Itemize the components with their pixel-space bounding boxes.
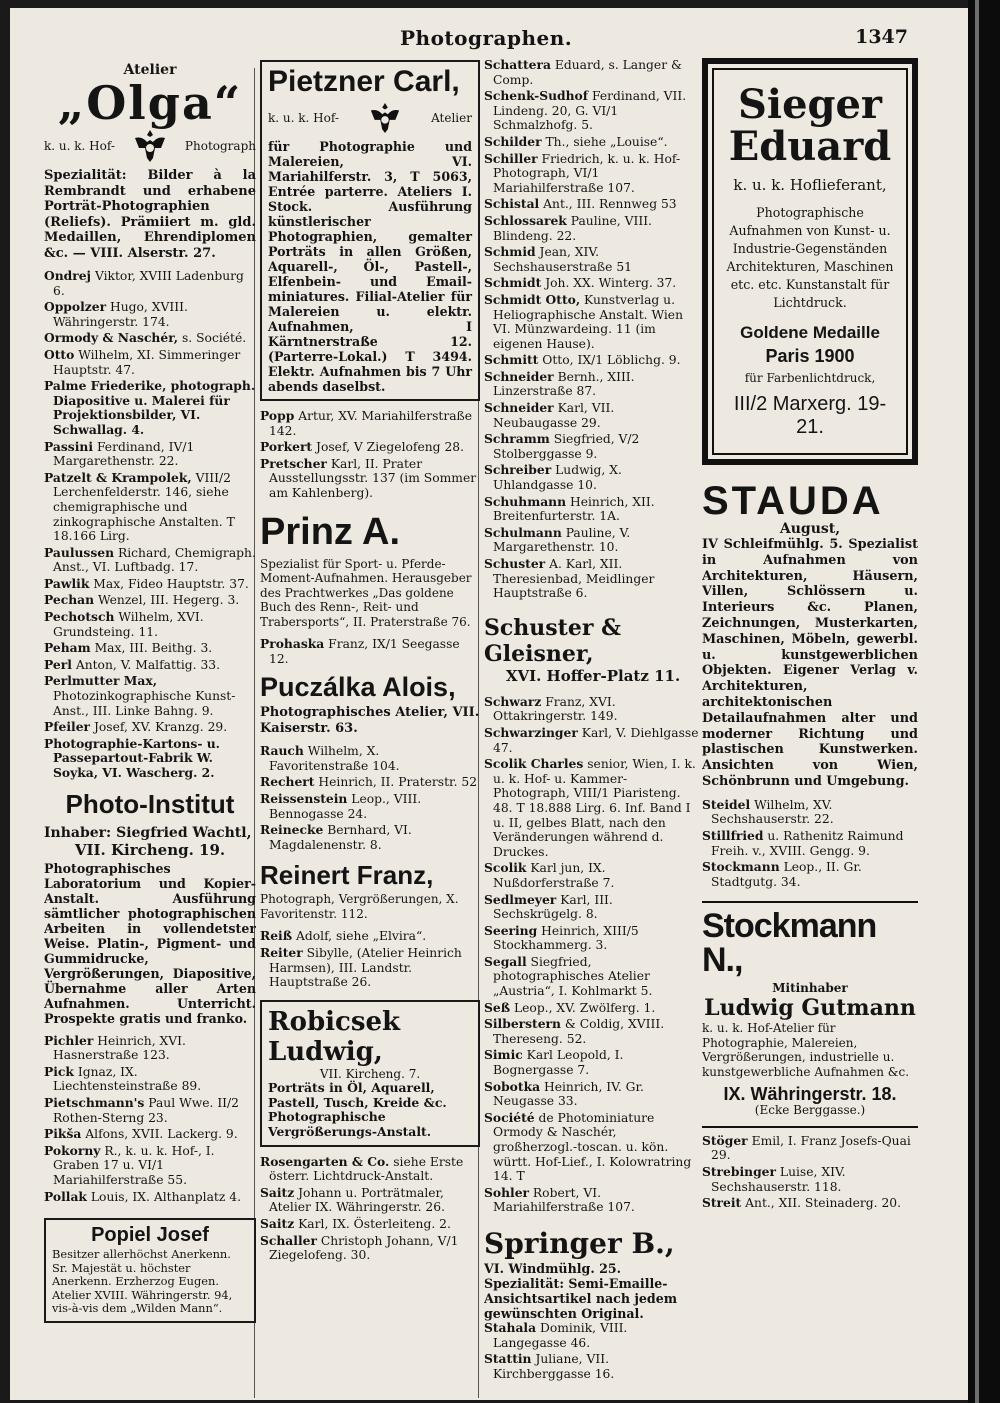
entry-details: Josef, XV. Kranzg. 29. (93, 720, 228, 735)
entry-name: Passini (44, 438, 94, 454)
entry-name: Peham (44, 640, 91, 656)
entry-details: Ferdinand, VII. Lindeng. 20, G. VI/1 Schmalzhofg. 5. (493, 89, 687, 133)
entry-name: Silberstern (484, 1016, 561, 1032)
ad-olga-atelier: Atelier (123, 62, 177, 78)
directory-entry (44, 379, 256, 437)
entry-details: Max, Fideo Hauptstr. 37. (93, 576, 249, 591)
entry-details: Otto, IX/1 Löblichg. 9. (542, 353, 681, 368)
entries-o-p (44, 269, 256, 781)
directory-entry (484, 1017, 702, 1046)
entry-name: Schmitt (484, 352, 539, 368)
entry-name: Stattin (484, 1351, 532, 1367)
entry-details: Joh. XX. Winterg. 37. (545, 276, 677, 291)
entry-details: A. Karl, XII. Theresienbad, Meidlinger Hauptstraße 6. (493, 557, 655, 601)
entry-name: Palme Friederike, photograph. Diapositive u. Malerei für Projektionsbilder, VI. Schwallag. 4. (44, 378, 256, 437)
entry-name: Schneider (484, 400, 554, 416)
directory-entry (44, 1096, 256, 1125)
ad-popiel-name: Popiel Josef (91, 1224, 209, 1247)
directory-entry (702, 1165, 918, 1194)
entry-name: Scolik Charles (484, 756, 584, 772)
entry-name: Simic (484, 1047, 523, 1063)
directory-entry (44, 440, 256, 469)
entry-name: Schiller (484, 150, 538, 166)
entry-name: Paulussen (44, 544, 115, 560)
entry-details: Pauline, V. Margarethenstr. 10. (493, 525, 631, 555)
ad-stockmann-name: Stockmann N., (702, 907, 877, 980)
entry-details: VIII/2 Lerchenfelderstr. 146, siehe chemigraphische und zinkographische Anstalten. T 18.166 Lirg. (53, 470, 235, 544)
directory-entry (44, 737, 256, 781)
entry-details: Christoph Johann, V/1 Ziegelofeng. 30. (269, 1233, 459, 1263)
entry-details: Pauline, VIII. Blindeng. 22. (493, 213, 652, 243)
ad-schuster-gleisner (484, 615, 702, 685)
ad-pietzner (260, 60, 480, 401)
entry-name: Société (484, 1109, 535, 1125)
running-header (10, 22, 968, 52)
entry-details: Adolf, siehe „Elvira“. (295, 929, 427, 944)
entry-details: Eduard, s. Langer & Comp. (493, 58, 682, 87)
entry-details: Karl, II. Prater Ausstellungsstr. 137 (im Sommer am Kahlenberg). (269, 456, 477, 500)
entry-name: Schattera (484, 58, 551, 72)
column-4 (702, 58, 918, 1398)
entry-details: Viktor, XVIII Ladenburg 6. (53, 269, 244, 298)
entry-name: Pick (44, 1063, 74, 1079)
ad-stockmann-partner: Ludwig Gutmann (704, 995, 916, 1022)
entry-details: Friedrich, k. u. k. Hof-Photograph, VI/1 Mariahilferstraße 107. (493, 151, 681, 195)
entry-name: Saitz (260, 1216, 295, 1232)
entry-name: Schmidt Otto, (484, 291, 581, 307)
entry-name: Sobotka (484, 1078, 541, 1094)
page-edge-line (975, 0, 979, 1403)
directory-entry (260, 1155, 480, 1184)
directory-entry (44, 1144, 256, 1188)
entry-name: Schilder (484, 133, 542, 149)
entry-name: Seß (484, 999, 511, 1015)
directory-entry (484, 214, 702, 243)
entry-details: s. Société. (181, 331, 247, 346)
ad-prinz-name: Prinz A. (260, 510, 401, 553)
entry-name: Pretscher (260, 455, 327, 471)
directory-entry (702, 1196, 918, 1211)
directory-entry (44, 674, 256, 718)
entry-details: Leop., II. Gr. Stadtgutg. 34. (711, 860, 862, 889)
ad-olga-body: Spezialität: Bilder à la Rembrandt und erhabene Porträt-Photographien (Reliefs). Prämiiert m. gld. Medaillen, Ehrendiplomen &c. — VIII. Alserstr. 27. (44, 168, 256, 261)
ad-stauda (702, 481, 918, 790)
entries-stahala-stattin (484, 1321, 702, 1381)
directory-entry (484, 1321, 702, 1350)
entry-details: Wilhelm, XV. Sechshauserstr. 22. (711, 797, 834, 827)
entries-stoeger-streit (702, 1126, 918, 1211)
entry-name: Schwarzinger (484, 724, 578, 740)
ad-pietzner-name: Pietzner Carl, (268, 65, 460, 98)
entry-name: Schenk-Sudhof (484, 88, 589, 104)
ad-sieger-title: k. u. k. Hoflieferant, (733, 176, 887, 194)
entry-name: Segall (484, 953, 527, 969)
ad-puczalka (260, 674, 480, 736)
ad-institut-owner: Inhaber: Siegfried Wachtl, (44, 824, 252, 841)
directory-entry (44, 1190, 256, 1205)
entry-details: Wenzel, III. Hegerg. 3. (98, 593, 240, 608)
ad-stauda-name: STAUDA (702, 479, 884, 523)
directory-entry (260, 457, 480, 501)
entries-schwarz-sohler (484, 695, 702, 1215)
directory-entry (484, 89, 702, 133)
ad-robicsek-address: VII. Kircheng. 7. (319, 1066, 421, 1081)
entry-name: Pechotsch (44, 609, 115, 625)
entries-popp-pretscher (260, 409, 480, 501)
directory-entry (484, 924, 702, 953)
ad-prinz (260, 510, 480, 630)
directory-entry (44, 348, 256, 377)
directory-entry (484, 432, 702, 461)
entry-details: Photozinkographische Kunst-Anst., III. Linke Bahng. 9. (53, 689, 236, 718)
entry-details: Artur, XV. Mariahilferstraße 142. (269, 409, 473, 438)
entry-details: Hugo, XVIII. Währingerstr. 174. (53, 300, 188, 329)
entry-name: Pietschmann's (44, 1094, 145, 1110)
ad-sieger-fuer: für Farbenlichtdruck, (744, 371, 876, 385)
entry-prohaska: Prohaska Franz, IX/1 Seegasse 12. (260, 636, 460, 666)
entry-details: Franz, XVI. Ottakringerstr. 149. (493, 694, 618, 724)
entry-details: Luise, XIV. Sechshauserstr. 118. (711, 1165, 846, 1194)
ad-springer-name: Springer B., (484, 1226, 675, 1260)
ad-pietzner-title-left: k. u. k. Hof- (268, 111, 339, 125)
entry-details: Heinrich, XVI. Hasnerstraße 123. (53, 1033, 186, 1063)
ad-sieger-name2: Eduard (728, 123, 892, 170)
directory-entry (260, 823, 480, 852)
entry-details: Robert, VI. Mariahilferstraße 107. (493, 1185, 635, 1215)
entry-details: Paul Wwe. II/2 Rothen-Sterng 23. (53, 1095, 240, 1125)
directory-entry (44, 331, 256, 346)
entry-details: R., k. u. k. Hof-, I. Graben 17 u. VI/1 Mariahilferstraße 55. (53, 1143, 215, 1187)
directory-entry (44, 658, 256, 673)
ad-olga-title-right: Photograph (184, 139, 256, 153)
ad-stockmann-body: k. u. k. Hof-Atelier für Photographie, Malereien, Vergrößerungen, industrielle u. kunstgewerbliche Aufnahmen &c. (702, 1021, 910, 1079)
directory-entry (44, 577, 256, 592)
entry-details: Heinrich, XIII/5 Stockhammerg. 3. (493, 923, 639, 953)
directory-entry (260, 1186, 480, 1215)
directory-entry (484, 58, 702, 87)
entry-name: Perl (44, 656, 72, 672)
entry-details: Siegfried, photographisches Atelier „Austria“, I. Kohlmarkt 5. (493, 954, 653, 999)
ad-olga (44, 62, 256, 261)
ad-pietzner-body: für Photographie und Malereien, VI. Mariahilferstr. 3, T 5063, Entrée parterre. Ateliers I. Stock. Ausführung künstlerischer Photographien, gemalter Porträts in allen Größen, Aquarell-, Öl-, Pastell-, Elfenbein- und Email-miniatures. Filial-Atelier für Malereien u. elektr. Aufnahmen, I Kärntnerstraße 12. (Parterre-Lokal.) T 3494. Elektr. Aufnahmen bis 7 Uhr abends daselbst. (268, 139, 472, 394)
ad-olga-title-left: k. u. k. Hof- (44, 139, 115, 153)
entry-details: Johann u. Porträtmaler, Atelier IX. Währingerstr. 26. (269, 1185, 445, 1215)
entry-details: Bernh., XIII. Linzerstraße 87. (493, 369, 635, 399)
ad-photo-institut (44, 788, 256, 1026)
directory-entry (44, 1034, 256, 1063)
entry-name: Rauch (260, 743, 304, 759)
entry-name: Schuster (484, 556, 546, 571)
entries-rauch-reinecke (260, 744, 480, 852)
entry-details: Emil, I. Franz Josefs-Quai 29. (711, 1133, 911, 1163)
entry-name: Reinecke (260, 822, 324, 838)
entry-details: Sibylle, (Atelier Heinrich Harmsen), III. Landstr. Hauptstraße 26. (269, 946, 462, 990)
entry-details: Karl, III. Sechskrügelg. 8. (493, 892, 613, 922)
entry-details: Ant., III. Rennweg 53 (543, 197, 677, 212)
directory-entry (260, 744, 480, 773)
ad-stockmann-address: IX. Währingerstr. 18. (723, 1084, 897, 1105)
directory-entry (44, 471, 256, 544)
entry-details: Wilhelm, X. Favoritenstraße 104. (269, 744, 400, 773)
entry-details: Leop., VIII. Bennogasse 24. (269, 792, 422, 821)
ad-institut-body: Photographisches Laboratorium und Kopier-Anstalt. Ausführung sämtlicher photographischen Arbeiten in vollendetster Weise. Platin-, Pigment- und Gummidrucke, Vergrößerungen, Diapositive, Übernahme aller Arten Aufnahmen. Unterricht. Prospekte gratis und franko. (44, 860, 256, 1026)
directory-entry (484, 293, 702, 351)
ad-sieger-paris: Paris 1900 (765, 346, 855, 366)
entry-name: Sohler (484, 1184, 529, 1200)
directory-entry (484, 557, 702, 601)
directory-entry (484, 757, 702, 859)
ad-sieger-address: III/2 Marxerg. 19-21. (733, 393, 887, 438)
entry-name: Photographie-Kartons- u. Passepartout-Fabrik W. Soyka, VI. Wascherg. 2. (44, 735, 220, 780)
directory-entry (702, 860, 918, 889)
entry-name: Reissenstein (260, 791, 348, 807)
entry-details: Juliane, VII. Kirchberggasse 16. (493, 1352, 615, 1381)
directory-entry (484, 695, 702, 724)
directory-entry (702, 829, 918, 858)
directory-entry (484, 1352, 702, 1381)
entries-reiss-reiter (260, 929, 480, 989)
entry-details: Wilhelm, XI. Simmeringer Hauptstr. 47. (53, 347, 241, 377)
entry-details: Karl, VII. Neubaugasse 29. (493, 401, 615, 430)
entry-name: Pfeiler (44, 719, 91, 735)
entry-details: de Photominiature Ormody & Naschér, großherzogl.-toscan. u. kön. württ. Hof-Lief., I. Kolowratring 14. T (493, 1110, 692, 1184)
directory-entry (484, 726, 702, 755)
entry-details: Bernhard, VI. Magdalenenstr. 8. (269, 823, 412, 852)
imperial-eagle-icon (133, 128, 167, 164)
directory-entry (484, 1080, 702, 1109)
imperial-eagle-icon (369, 101, 401, 135)
directory-entry (260, 1234, 480, 1263)
entry-name: Schmid (484, 244, 536, 260)
entry-details: Ant., XII. Steinaderg. 20. (745, 1196, 901, 1211)
entry-details: Dominik, VIII. Langegasse 46. (493, 1320, 628, 1350)
directory-entry (484, 1186, 702, 1215)
ad-springer-body: VI. Windmühlg. 25. Spezialität: Semi-Emaille-Ansichtsartikel nach jedem gewünschten Original. (484, 1260, 678, 1321)
directory-entry (484, 197, 702, 212)
directory-entry (484, 135, 702, 150)
entry-name: Pokorny (44, 1142, 101, 1158)
entry-details: senior, Wien, I. k. u. k. Hof- u. Kammer-Photograph, VIII/1 Piaristeng. 48. T 18.888 Lirg. 6. Inf. Band I u. II, gelbes Blatt, nach den Veränderungen während d. Druckes. (493, 757, 696, 859)
entry-details: Wilhelm, XVI. Grundsteing. 11. (53, 610, 204, 639)
directory-entry (260, 929, 480, 944)
entry-name: Schaller (260, 1232, 317, 1248)
directory-entry (260, 792, 480, 821)
entry-name: Steidel (702, 796, 751, 812)
entry-details: Kunstverlag u. Heliographische Anstalt. Wien VI. Münzwardeing. 11 (im eigenen Hause). (493, 292, 684, 351)
ad-schuster-name: Schuster & Gleisner, (484, 614, 621, 667)
entry-name: Streit (702, 1195, 742, 1211)
ad-reinert (260, 862, 480, 921)
ad-stockmann (702, 901, 918, 1118)
ad-institut-name: Photo-Institut (65, 788, 235, 819)
ad-schuster-address: XVI. Hoffer-Platz 11. (505, 666, 681, 685)
entry-name: Schmidt (484, 275, 542, 291)
entry-name: Schuhmann (484, 493, 567, 509)
entry-name: Schistal (484, 196, 540, 212)
running-head-title: Photographen. (400, 26, 573, 50)
directory-entry (484, 893, 702, 922)
ad-puczalka-name: Puczálka Alois, (260, 672, 456, 703)
ad-sieger (702, 58, 918, 465)
entry-name: Pichler (44, 1032, 94, 1048)
column-1 (44, 58, 256, 1398)
entry-details: Louis, IX. Althanplatz 4. (90, 1189, 241, 1204)
ad-reinert-name: Reinert Franz, (260, 860, 434, 891)
directory-entry (484, 401, 702, 430)
entry-name: Seering (484, 922, 538, 938)
entry-details: Richard, Chemigraph. Anst., VI. Luftbadg. 17. (53, 545, 256, 575)
entry-name: Schulmann (484, 524, 562, 540)
entry-details: Th., siehe „Louise“. (545, 134, 668, 149)
ad-olga-name: „Olga“ (57, 76, 243, 130)
directory-entry (44, 610, 256, 639)
entry-details: Leop., XV. Zwölferg. 1. (513, 1000, 656, 1015)
page-number: 1347 (855, 26, 908, 48)
directory-entry (260, 775, 480, 790)
entry-name: Schlossarek (484, 212, 567, 228)
entry-name: Pechan (44, 592, 95, 608)
entry-name: Saitz (260, 1184, 295, 1200)
ad-stockmann-mitinhaber: Mitinhaber (772, 981, 848, 996)
entry-name: Stockmann (702, 859, 780, 875)
entry-details: Max, III. Beithg. 3. (94, 641, 213, 656)
directory-entry (484, 152, 702, 196)
directory-entry (484, 276, 702, 291)
directory-entry (484, 1001, 702, 1016)
directory-entry (260, 409, 480, 438)
entry-name: Schramm (484, 431, 550, 447)
entry-details: Heinrich, XII. Breitenfurterstr. 1A. (493, 494, 655, 524)
ad-puczalka-body: Photographisches Atelier, VII. Kaiserstr. 63. (260, 705, 480, 736)
entry-details: Heinrich, IV. Gr. Neugasse 33. (493, 1079, 644, 1109)
directory-entry (484, 353, 702, 368)
ad-stauda-body: IV Schleifmühlg. 5. Spezialist in Aufnahmen von Architekturen, Häusern, Villen, Schlössern u. Interieurs &c. Planen, Zeichnungen, Musterkarten, Maschinen, Möbeln, gewerbl. u. kunstgewerblichen Objekten. Eigener Verlag v. Architekturen, architektonischen Detailaufnahmen alter und moderner Richtung und plastischen Kunstwerken. Ansichten von Wien, Schönbrunn und Umgebung. (702, 537, 918, 789)
entry-details: Karl jun, IX. Nußdorferstraße 7. (493, 861, 615, 890)
entry-name: Scolik (484, 860, 527, 876)
entry-details: Alfons, XVII. Lackerg. 9. (85, 1127, 238, 1142)
entry-name: Strebinger (702, 1164, 776, 1179)
ad-pietzner-title-right: Atelier (431, 111, 472, 125)
entry-name: Stöger (702, 1132, 748, 1148)
entry-details: siehe Erste österr. Lichtdruck-Anstalt. (269, 1154, 464, 1184)
entry-name: Pikša (44, 1126, 82, 1142)
entry-name: Pollak (44, 1188, 87, 1204)
entry-details: Karl Leopold, I. Bognergasse 7. (493, 1048, 624, 1078)
entry-name: Perlmutter Max, (44, 673, 157, 689)
entry-details: Heinrich, II. Praterstr. 52 (318, 775, 478, 790)
entry-details: Ignaz, IX. Liechtensteinstraße 89. (53, 1064, 202, 1094)
directory-entry (44, 720, 256, 735)
entry-details: Ludwig, X. Uhlandgasse 10. (493, 463, 622, 493)
directory-entry (260, 1217, 480, 1232)
directory-entry (484, 245, 702, 274)
directory-entry (44, 300, 256, 329)
directory-entry (484, 1048, 702, 1077)
directory-entry (44, 546, 256, 575)
directory-entry (44, 593, 256, 608)
entry-details: Karl, V. Diehlgasse 47. (493, 725, 699, 755)
entry-details: Anton, V. Malfattig. 33. (75, 657, 221, 672)
directory-entry (484, 463, 702, 492)
directory-page (10, 8, 968, 1400)
entry-name: Stillfried (702, 827, 764, 843)
ad-sieger-body: Photographische Aufnahmen von Kunst- u. Industrie-Gegenständen Architekturen, Maschinen etc. etc. Kunstanstalt für Lichtdruck. (726, 205, 894, 310)
entry-details: u. Rathenitz Raimund Freih. v., XVIII. Gengg. 9. (711, 828, 904, 858)
column-2 (260, 58, 480, 1398)
directory-entry (702, 798, 918, 827)
entry-details: Karl, IX. Österleiteng. 2. (298, 1217, 451, 1232)
entry-name: Stahala (484, 1319, 537, 1335)
ad-robicsek-name: Robicsek Ludwig, (268, 1006, 401, 1067)
entry-name: Popp (260, 408, 295, 423)
entry-name: Ormody & Naschér, (44, 330, 179, 346)
entry-name: Reiter (260, 945, 303, 960)
directory-entry (44, 1065, 256, 1094)
entry-name: Porkert (260, 439, 313, 455)
ad-prinz-body: Spezialist für Sport- u. Pferde-Moment-Aufnahmen. Herausgeber des Prachtwerkes „Das goldene Buch des Renn-, Reit- und Trabersports“, II. Praterstraße 76. (260, 556, 472, 629)
entry-details: Jean, XIV. Sechshauserstraße 51 (493, 245, 632, 274)
column-3 (484, 58, 702, 1398)
directory-entry (260, 946, 480, 990)
ad-sieger-name1: Sieger (737, 81, 883, 128)
ad-springer (484, 1227, 702, 1321)
entry-details: Siegfried, V/2 Stolberggasse 9. (493, 432, 640, 461)
directory-entry (484, 495, 702, 524)
directory-entry (484, 1111, 702, 1184)
ad-sieger-medal: Goldene Medaille (740, 323, 880, 342)
entry-name: Pawlik (44, 575, 90, 591)
ad-popiel (44, 1218, 256, 1323)
entry-name: Otto (44, 346, 75, 362)
entry-name: Rosengarten & Co. (260, 1153, 390, 1169)
directory-entry (484, 370, 702, 399)
entry-name: Schwarz (484, 693, 542, 709)
ad-robicsek-body: Porträts in Öl, Aquarell, Pastell, Tusch, Kreide &c. Photographische Vergrößerungs-Anstalt. (268, 1080, 447, 1140)
directory-entry (484, 955, 702, 999)
ad-reinert-body: Photograph, Vergrößerungen, X. Favoritenstr. 112. (260, 892, 459, 921)
directory-entry (44, 269, 256, 298)
entry-name: Patzelt & Krampolek, (44, 469, 192, 485)
entry-name: Schreiber (484, 462, 552, 478)
directory-entry (260, 440, 480, 455)
ad-robicsek (260, 1000, 480, 1147)
entries-steidel-stockmann (702, 798, 918, 890)
directory-entry (44, 641, 256, 656)
directory-entry (484, 526, 702, 555)
directory-entry (44, 1127, 256, 1142)
entry-name: Sedlmeyer (484, 891, 557, 907)
directory-entry (702, 1134, 918, 1163)
entry-details: Ferdinand, IV/1 Margarethenstr. 22. (53, 439, 195, 469)
entry-name: Oppolzer (44, 299, 107, 315)
entries-rosengarten-schaller (260, 1155, 480, 1263)
directory-entry (484, 861, 702, 890)
entry-name: Rechert (260, 774, 315, 790)
entry-name: Reiß (260, 928, 293, 944)
entries-schattera-schuster (484, 58, 702, 601)
entry-name: Ondrej (44, 268, 92, 283)
entry-details: & Coldig, XVIII. Thereseng. 52. (493, 1017, 665, 1046)
entries-pi-po (44, 1034, 256, 1205)
entry-details: Josef, V Ziegelofeng 28. (316, 440, 464, 455)
entry-name: Schneider (484, 368, 554, 384)
book-gutter (968, 0, 1000, 1403)
ad-stockmann-corner: (Ecke Berggasse.) (754, 1103, 866, 1118)
ad-institut-address: VII. Kircheng. 19. (74, 840, 226, 859)
ad-popiel-body: Besitzer allerhöchst Anerkenn. Sr. Majestät u. höchster Anerkenn. Erzherzog Eugen. Atelier XVIII. Währingerstr. 94, vis-à-vis dem „Wilden Mann“. (52, 1247, 233, 1316)
ad-stauda-firstname: August, (779, 521, 841, 537)
